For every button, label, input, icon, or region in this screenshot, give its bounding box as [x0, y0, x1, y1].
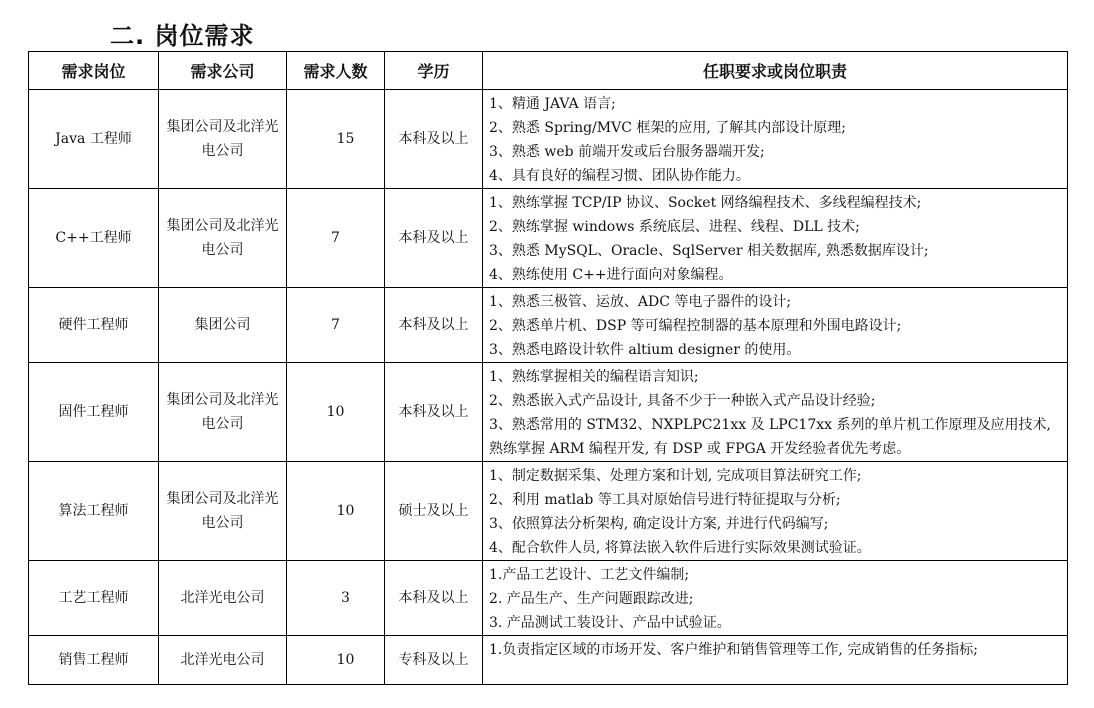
cell-position: C++工程师 — [29, 189, 159, 288]
cell-count: 10 — [287, 363, 385, 462]
table-row — [29, 90, 1068, 189]
duty-line: 2、熟悉嵌入式产品设计, 具备不少于一种嵌入式产品设计经验; — [489, 393, 876, 409]
cell-count — [287, 462, 385, 561]
cell-duties — [483, 90, 1068, 189]
table-row — [29, 636, 1068, 685]
duty-line: 4、配合软件人员, 将算法嵌入软件后进行实际效果测试验证。 — [489, 540, 871, 556]
table-header-row — [29, 52, 1068, 90]
cell-education: 本科及以上 — [385, 363, 483, 462]
duty-line: 4、具有良好的编程习惯、团队协作能力。 — [489, 168, 750, 184]
cell-duties — [483, 561, 1068, 636]
header-company: 需求公司 — [159, 52, 287, 90]
company-text: 集团公司及北洋光电公司 — [166, 392, 279, 432]
job-requirements-table — [28, 51, 1068, 685]
cell-position: Java 工程师 — [29, 90, 159, 189]
cell-position: 算法工程师 — [29, 462, 159, 561]
cell-duties — [483, 462, 1068, 561]
duty-line: 1、熟悉三极管、运放、ADC 等电子器件的设计; — [489, 294, 792, 310]
cell-company — [159, 636, 287, 685]
header-position: 需求岗位 — [29, 52, 159, 90]
section-title: 二. 岗位需求 — [110, 22, 255, 50]
duty-line: 3. 产品测试工装设计、产品中试验证。 — [489, 615, 731, 631]
table-row — [29, 189, 1068, 288]
duty-line: 1.负责指定区域的市场开发、客户维护和销售管理等工作, 完成销售的任务指标; — [489, 642, 978, 658]
cell-company — [159, 288, 287, 363]
duty-line: 3、熟悉常用的 STM32、NXPLPC21xx 及 LPC17xx 系列的单片机工作原理及应用技术, 熟练掌握 ARM 编程开发, 有 DSP 或 FPGA 开发经验者优先考虑。 — [489, 417, 1051, 457]
duty-line: 1.产品工艺设计、工艺文件编制; — [489, 567, 690, 583]
duty-line: 2、熟悉单片机、DSP 等可编程控制器的基本原理和外围电路设计; — [489, 318, 902, 334]
cell-position: 固件工程师 — [29, 363, 159, 462]
duty-line: 2、熟悉 Spring/MVC 框架的应用, 了解其内部设计原理; — [489, 120, 846, 136]
cell-education: 本科及以上 — [385, 561, 483, 636]
cell-count — [287, 90, 385, 189]
cell-education: 本科及以上 — [385, 288, 483, 363]
count-text: 10 — [336, 503, 355, 519]
count-text: 10 — [336, 652, 355, 668]
count-text: 3 — [341, 590, 350, 606]
cell-company — [159, 189, 287, 288]
header-education: 学历 — [385, 52, 483, 90]
cell-position: 工艺工程师 — [29, 561, 159, 636]
cell-education: 专科及以上 — [385, 636, 483, 685]
count-text: 15 — [336, 131, 355, 147]
cell-count: 7 — [287, 288, 385, 363]
header-count: 需求人数 — [287, 52, 385, 90]
duty-line: 3、依照算法分析架构, 确定设计方案, 并进行代码编写; — [489, 516, 829, 532]
company-text: 集团公司 — [194, 317, 251, 333]
cell-company — [159, 462, 287, 561]
duty-line: 2、利用 matlab 等工具对原始信号进行特征提取与分析; — [489, 492, 841, 508]
duty-line: 3、熟悉电路设计软件 altium designer 的使用。 — [489, 342, 801, 358]
cell-company — [159, 561, 287, 636]
cell-company — [159, 363, 287, 462]
header-duties: 任职要求或岗位职责 — [483, 52, 1068, 90]
table-row — [29, 561, 1068, 636]
cell-duties — [483, 363, 1068, 462]
cell-count: 7 — [287, 189, 385, 288]
cell-position: 硬件工程师 — [29, 288, 159, 363]
company-text: 北洋光电公司 — [180, 590, 265, 606]
table-row — [29, 462, 1068, 561]
duty-line: 1、熟练掌握 TCP/IP 协议、Socket 网络编程技术、多线程编程技术; — [489, 195, 922, 211]
duty-line: 1、精通 JAVA 语言; — [489, 96, 616, 112]
cell-duties — [483, 636, 1068, 685]
cell-count — [287, 636, 385, 685]
duty-line: 4、熟练使用 C++进行面向对象编程。 — [489, 267, 733, 283]
duty-line: 2. 产品生产、生产问题跟踪改进; — [489, 591, 694, 607]
duty-line: 3、熟悉 web 前端开发或后台服务器端开发; — [489, 144, 765, 160]
table-row — [29, 363, 1068, 462]
cell-education: 硕士及以上 — [385, 462, 483, 561]
duty-line: 1、熟练掌握相关的编程语言知识; — [489, 369, 699, 385]
duty-line: 2、熟练掌握 windows 系统底层、进程、线程、DLL 技术; — [489, 219, 860, 235]
cell-position: 销售工程师 — [29, 636, 159, 685]
cell-company — [159, 90, 287, 189]
cell-education: 本科及以上 — [385, 90, 483, 189]
cell-count — [287, 561, 385, 636]
duty-line: 3、熟悉 MySQL、Oracle、SqlServer 相关数据库, 熟悉数据库设计; — [489, 243, 929, 259]
company-text: 集团公司及北洋光电公司 — [166, 491, 279, 531]
table-row — [29, 288, 1068, 363]
company-text: 集团公司及北洋光电公司 — [166, 119, 279, 159]
cell-duties — [483, 288, 1068, 363]
company-text: 集团公司及北洋光电公司 — [166, 218, 279, 258]
cell-education: 本科及以上 — [385, 189, 483, 288]
company-text: 北洋光电公司 — [180, 652, 265, 668]
duty-line: 1、制定数据采集、处理方案和计划, 完成项目算法研究工作; — [489, 468, 862, 484]
cell-duties — [483, 189, 1068, 288]
